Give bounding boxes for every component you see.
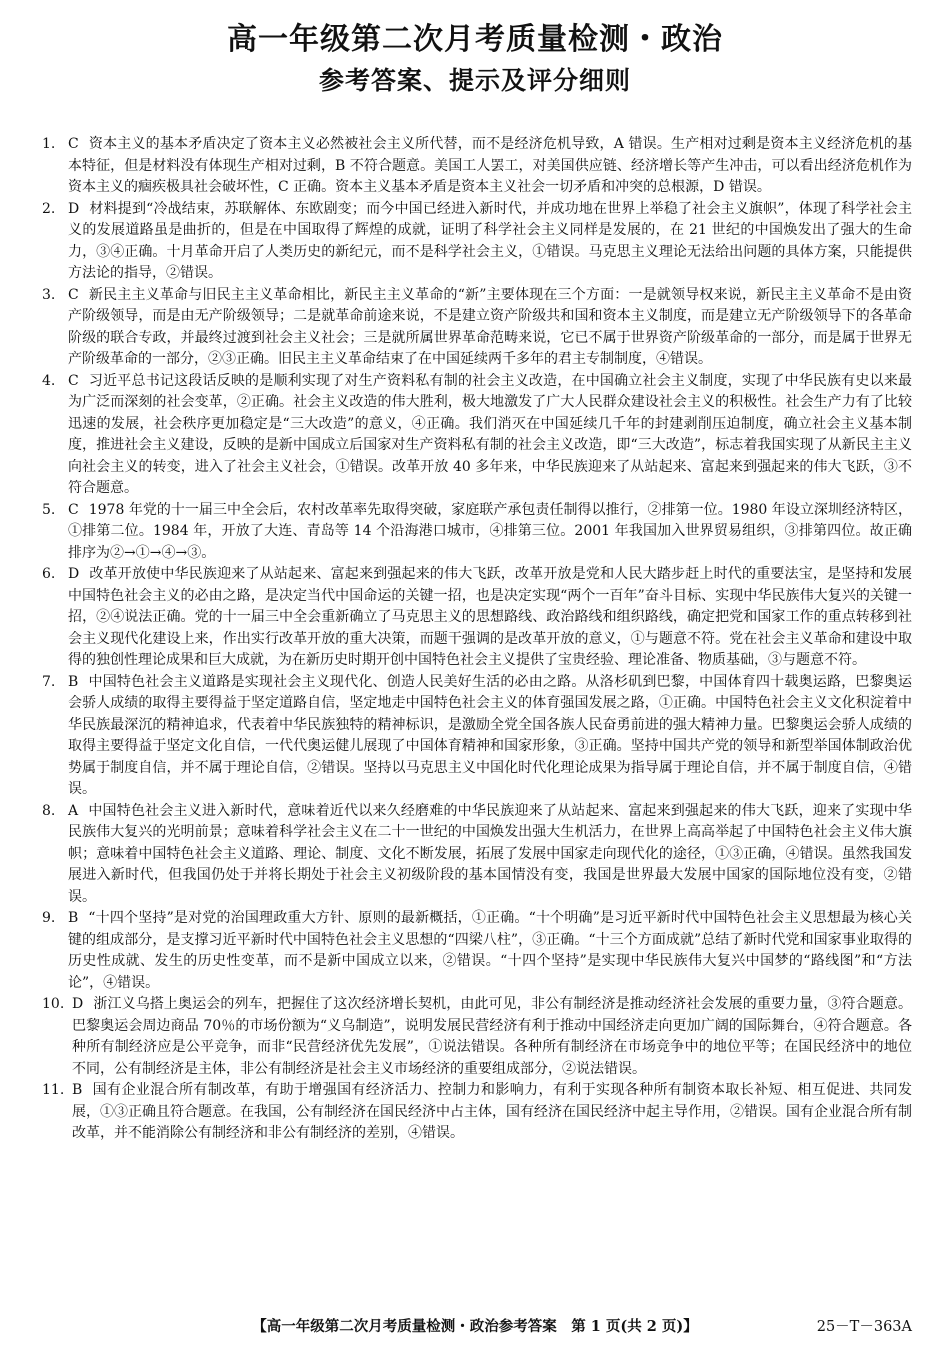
answer-number: 10. — [42, 996, 65, 1012]
answer-explanation: “十四个坚持”是对党的治国理政重大方针、原则的最新概括，①正确。“十个明确”是习近平新时代中国特色社会主义思想最为核心关键的组成部分，是支撑习近平新时代中国特色社会主义思想的“四梁八柱”，③正确。“十三个方面成就”总结了新时代党和国家事业取得的历史性成就、发生的历史性变革，而不是新中国成立以来，②错误。“十四个坚持”是实现中华民族伟大复兴中国梦的“路线图”和“方法论”，④错误。 — [68, 910, 912, 991]
document-title: 高一年级第二次月考质量检测・政治 — [227, 22, 723, 57]
answer-letter: B — [72, 1082, 83, 1098]
answer-number: 7. — [42, 673, 56, 690]
footer-doc-code: 25－T－363A — [816, 1319, 912, 1335]
answer-item — [42, 672, 912, 801]
answer-number: 9. — [42, 910, 56, 926]
answer-item — [42, 371, 912, 500]
answer-explanation: 改革开放使中华民族迎来了从站起来、富起来到强起来的伟大飞跃，改革开放是党和人民大踏步赶上时代的重要法宝，是坚持和发展中国特色社会主义的必由之路，是决定当代中国命运的关键一招，也是决定实现“两个一百年”奋斗目标、实现中华民族伟大复兴的关键一招，②④说法正确。党的十一届三中全会重新确立了马克思主义的思想路线、政治路线和组织路线，确定把党和国家工作的重点转移到社会主义现代化建设上来，作出实行改革开放的重大决策，而题干强调的是改革开放的意义，①与题意不符。党在社会主义革命和建设中取得的独创性理论成果和巨大成就，为在新历史时期开创中国特色社会主义提供了宝贵经验、理论准备、物质基础，③与题意不符。 — [68, 566, 912, 668]
answer-item — [42, 199, 912, 285]
answer-number: 4. — [42, 372, 56, 389]
answer-explanation: 国有企业混合所有制改革，有助于增强国有经济活力、控制力和影响力，有利于实现各种所有制资本取长补短、相互促进、共同发展，①③正确且符合题意。在我国，公有制经济在国民经济中占主体，国有经济在国民经济中起主导作用，②错误。国有企业混合所有制改革，并不能消除公有制经济和非公有制经济的差别，④错误。 — [72, 1082, 912, 1141]
answer-item — [42, 134, 912, 199]
answer-letter: C — [68, 372, 79, 389]
answer-explanation: 材料提到“冷战结束，苏联解体、东欧剧变；而今中国已经进入新时代，并成功地在世界上举稳了社会主义旗帜”，体现了科学社会主义的发展道路虽是曲折的，但是在中国取得了辉煌的成就，证明了科学社会主义同样是发展的，在 21 世纪的中国焕发出了强大的生命力，③④正确。十月革命开启了人类历史的新纪元，而不是科学社会主义，①错误。马克思主义理论无法给出问题的具体方案，只能提供方法论的指导，②错误。 — [68, 200, 912, 281]
answer-number: 11. — [42, 1082, 65, 1098]
answer-item — [42, 994, 912, 1080]
answer-item — [42, 500, 912, 565]
answer-explanation: 浙江义乌搭上奥运会的列车，把握住了这次经济增长契机，由此可见，非公有制经济是推动经济社会发展的重要力量，③符合题意。巴黎奥运会周边商品 70％的市场份额为“义乌制造”，说明发展民营经济有利于推动中国经济走向更加广阔的国际舞台，④符合题意。各种所有制经济应是公平竞争，而非“民营经济优先发展”，①说法错误。各种所有制经济在市场竞争中的地位平等；在国民经济中的地位不同，公有制经济是主体，非公有制经济是社会主义市场经济的重要组成部分，②说法错误。 — [72, 996, 912, 1077]
answer-letter: B — [68, 673, 79, 690]
answer-number: 1. — [42, 136, 56, 152]
answer-number: 3. — [42, 286, 56, 303]
answer-letter: D — [72, 996, 84, 1012]
answer-item — [42, 801, 912, 909]
answer-explanation: 新民主主义革命与旧民主主义革命相比，新民主主义革命的“新”主要体现在三个方面：一是就领导权来说，新民主主义革命不是由资产阶级领导，而是由无产阶级领导；二是就革命前途来说，不是建立资产阶级共和国和资本主义制度，而是建立无产阶级领导下的各革命阶级的联合专政，并最终过渡到社会主义社会；三是就所属世界革命范畴来说，它已不属于世界资产阶级革命的一部分，而是属于世界无产阶级革命的一部分，②③正确。旧民主主义革命结束了在中国延续两千多年的君主专制制度，④错误。 — [68, 286, 912, 367]
answer-letter: B — [68, 910, 79, 926]
answer-number: 5. — [42, 501, 56, 518]
answer-letter: C — [68, 286, 79, 303]
answer-letter: C — [68, 136, 79, 152]
answer-number: 8. — [42, 802, 56, 819]
footer-page-info: 【高一年级第二次月考质量检测・政治参考答案 第 1 页(共 2 页)】 — [252, 1318, 698, 1335]
answer-number: 6. — [42, 566, 56, 582]
answer-list — [42, 134, 912, 1145]
page-footer — [0, 1316, 950, 1338]
answer-explanation: 1978 年党的十一届三中全会后，农村改革率先取得突破，家庭联产承包责任制得以推行，②排第一位。1980 年设立深圳经济特区，①排第二位。1984 年，开放了大连、青岛等 14 个沿海港口城市，④排第三位。2001 年我国加入世界贸易组织，③排第四位。故正确排序为②→①→④→③。 — [68, 501, 912, 561]
answer-number: 2. — [42, 200, 56, 217]
answer-letter: D — [68, 566, 80, 582]
document-subtitle: 参考答案、提示及评分细则 — [318, 66, 631, 95]
answer-item — [42, 564, 912, 672]
answer-explanation: 资本主义的基本矛盾决定了资本主义必然被社会主义所代替，而不是经济危机导致，A 错误。生产相对过剩是资本主义经济危机的基本特征，但是材料没有体现生产相对过剩，B 不符合题意。美国工人罢工，对美国供应链、经济增长等产生冲击，可以看出经济危机作为资本主义的痼疾极具社会破坏性，C 正确。资本主义基本矛盾是资本主义社会一切矛盾和冲突的总根源，D 错误。 — [68, 136, 912, 195]
answer-item — [42, 285, 912, 371]
answer-explanation: 中国特色社会主义道路是实现社会主义现代化、创造人民美好生活的必由之路。从洛杉矶到巴黎，中国体育四十载奥运路，巴黎奥运会骄人成绩的取得主要得益于坚定道路自信，坚定地走中国特色社会主义的体育强国发展之路，①正确。中国特色社会主义文化积淀着中华民族最深沉的精神追求，代表着中华民族独特的精神标识，是激励全党全国各族人民奋勇前进的强大精神力量。巴黎奥运会骄人成绩的取得主要得益于坚定文化自信，一代代奥运健儿展现了中国体育精神和国家形象，③正确。坚持中国共产党的领导和新型举国体制政治优势属于制度自信，并不属于理论自信，②错误。坚持以马克思主义中国化时代化理论成果为指导属于理论自信，并不属于制度自信，④错误。 — [68, 673, 912, 797]
answer-item — [42, 908, 912, 994]
answer-letter: A — [68, 802, 79, 819]
answer-item — [42, 1080, 912, 1145]
answer-letter: D — [68, 200, 80, 217]
answer-explanation: 中国特色社会主义进入新时代，意味着近代以来久经磨难的中华民族迎来了从站起来、富起来到强起来的伟大飞跃，迎来了实现中华民族伟大复兴的光明前景；意味着科学社会主义在二十一世纪的中国焕发出强大生机活力，在世界上高高举起了中国特色社会主义伟大旗帜；意味着中国特色社会主义道路、理论、制度、文化不断发展，拓展了发展中国家走向现代化的途径，①③正确，④错误。虽然我国发展进入新时代，但我国仍处于并将长期处于社会主义初级阶段的基本国情没有变，我国是世界最大发展中国家的国际地位没有变，②错误。 — [68, 802, 912, 905]
answer-letter: C — [68, 501, 79, 518]
answer-explanation: 习近平总书记这段话反映的是顺利实现了对生产资料私有制的社会主义改造，在中国确立社会主义制度，实现了中华民族有史以来最为广泛而深刻的社会变革，②正确。社会主义改造的伟大胜利，极大地激发了广大人民群众建设社会主义的积极性。社会生产力有了比较迅速的发展，社会秩序更加稳定是“三大改造”的意义，④正确。我们消灭在中国延续几千年的封建剥削压迫制度，确立社会主义基本制度，推进社会主义建设，反映的是新中国成立后国家对生产资料私有制的社会主义改造，即“三大改造”，标志着我国实现了从新民主主义向社会主义的转变，进入了社会主义社会，①错误。改革开放 40 多年来，中华民族迎来了从站起来、富起来到强起来的伟大飞跃，③不符合题意。 — [68, 372, 912, 496]
